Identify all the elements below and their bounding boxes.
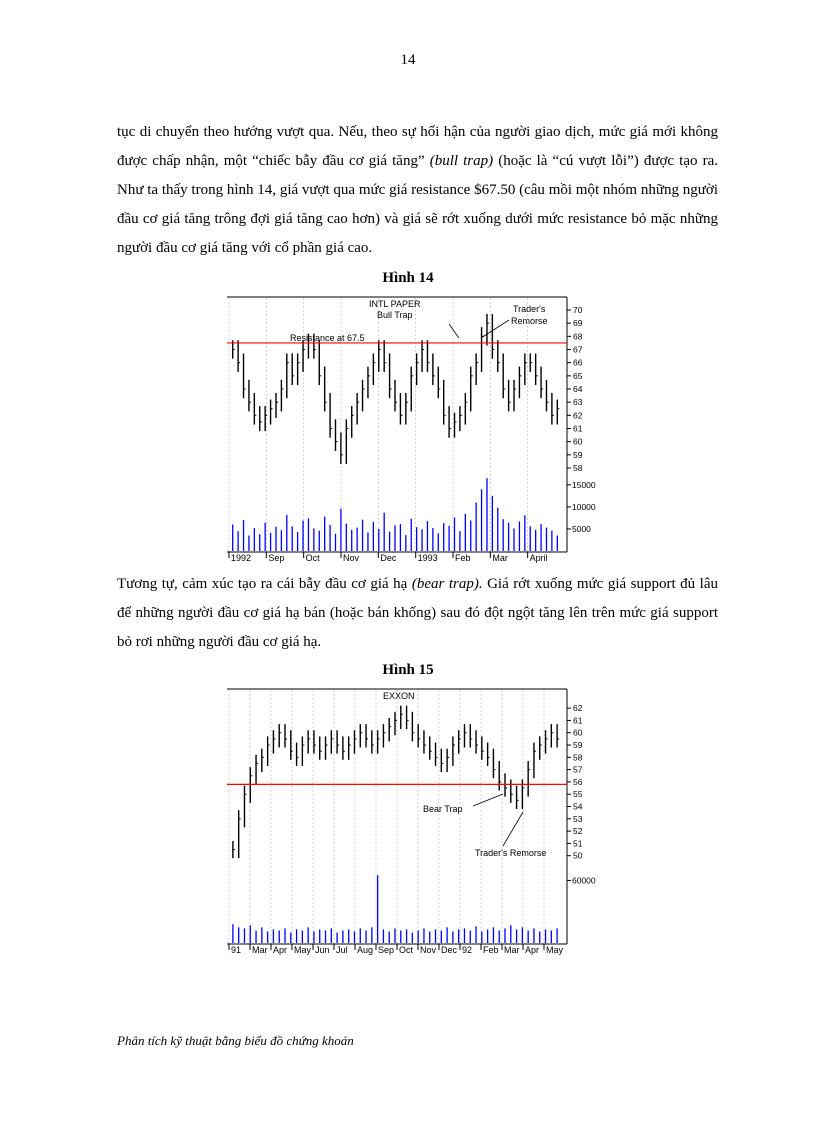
price-tick-label: 57 (573, 764, 583, 775)
price-tick-label: 50 (573, 850, 583, 861)
x-tick-label: Apr (273, 945, 288, 955)
price-tick-label: 53 (573, 813, 583, 824)
price-tick-label: 51 (573, 838, 583, 849)
bear-trap-label: Bear Trap (423, 804, 463, 814)
price-tick-label: 60 (573, 727, 583, 738)
x-tick-label: 1993 (417, 553, 438, 563)
volume-axis-ticks (567, 480, 596, 534)
paragraph-2 (117, 570, 718, 657)
x-tick-label: Mar (492, 553, 508, 563)
chart-title: EXXON (383, 691, 415, 701)
price-tick-label: 67 (573, 344, 583, 355)
price-tick-label: 59 (573, 449, 583, 460)
paragraph-1-text-b: (hoặc là “cú vượt lỗi”) được tạo ra. Như ta thấy trong hình 14, giá vượt qua mức giá resistance $67.50 (câu mồi một nhóm những người đầu cơ giá tăng trông đợi giá tăng cao hơn) và giá sẽ rớt xuống dưới mức resistance bỏ mặc những người đầu cơ giá tăng với cổ phần giá cao. (117, 153, 718, 256)
traders-remorse-label-2: Remorse (511, 316, 548, 326)
x-tick-label: Apr (525, 945, 540, 955)
bear-trap-pointer (473, 794, 503, 806)
resistance-label: Resistance at 67.5 (290, 333, 365, 343)
price-tick-label: 61 (573, 423, 583, 434)
price-tick-label: 63 (573, 397, 583, 408)
paragraph-1-emphasis: (bull trap) (429, 153, 494, 169)
price-tick-label: 62 (573, 703, 583, 714)
x-tick-label: Oct (305, 553, 320, 563)
price-tick-label: 65 (573, 370, 583, 381)
figure-14-chart (227, 296, 596, 568)
figure-15-chart (227, 688, 596, 956)
x-tick-label: Nov (420, 945, 437, 955)
time-axis-labels (229, 944, 564, 955)
price-tick-label: 54 (573, 801, 583, 812)
volume-bars (233, 875, 557, 943)
volume-tick-label: 5000 (572, 523, 591, 534)
traders-remorse-label: Trader's Remorse (475, 848, 547, 858)
x-tick-label: May (294, 945, 312, 955)
traders-remorse-label-1: Trader's (513, 304, 546, 314)
price-axis-ticks (567, 305, 583, 473)
x-tick-label: 91 (231, 945, 242, 955)
price-tick-label: 52 (573, 826, 583, 837)
x-tick-label: Oct (399, 945, 414, 955)
x-tick-label: Feb (483, 945, 499, 955)
price-tick-label: 55 (573, 789, 583, 800)
volume-tick-label: 15000 (572, 479, 596, 490)
volume-tick-label: 60000 (572, 875, 596, 886)
volume-axis-ticks (567, 875, 596, 885)
x-tick-label: Mar (504, 945, 520, 955)
page-footer: Phân tích kỹ thuật bằng biểu đồ chứng khoán (117, 1033, 354, 1048)
time-axis-labels (229, 552, 548, 563)
price-bars (233, 706, 559, 858)
bull-trap-label: Bull Trap (377, 310, 413, 320)
x-tick-label: Feb (455, 553, 471, 563)
price-bars (233, 314, 560, 464)
price-tick-label: 58 (573, 463, 583, 473)
x-tick-label: April (529, 553, 548, 563)
chart-title: INTL PAPER (369, 299, 421, 309)
paragraph-2-text-b: Giá rớt xuống mức giá support đủ lâu để những người đầu cơ giá hạ bán (hoặc bán khống) sau đó đột ngột tăng lên trên mức giá support bỏ rơi những người đầu cơ giá hạ. (117, 576, 718, 650)
paragraph-1-text-a: tục di chuyển theo hướng vượt qua. Nếu, theo sự hối hận của người giao dịch, mức giá mới không được chấp nhận, một “chiếc bẫy đầu cơ giá tăng” (117, 124, 718, 169)
x-tick-label: Dec (380, 553, 397, 563)
price-tick-label: 66 (573, 357, 583, 368)
price-tick-label: 70 (573, 305, 583, 315)
price-tick-label: 61 (573, 715, 583, 726)
price-tick-label: 64 (573, 384, 583, 394)
x-tick-label: Sep (268, 553, 285, 563)
x-tick-label: Nov (343, 553, 360, 563)
x-tick-label: Jul (336, 945, 348, 955)
price-tick-label: 59 (573, 740, 583, 751)
volume-bars (233, 478, 558, 551)
price-axis-ticks (567, 703, 583, 861)
paragraph-1 (117, 118, 718, 263)
x-tick-label: Dec (441, 945, 458, 955)
figure-14-caption: Hình 14 (382, 270, 434, 286)
x-tick-label: 1992 (231, 553, 252, 563)
traders-remorse-pointer (481, 320, 509, 338)
price-tick-label: 68 (573, 331, 583, 342)
page-number: 14 (400, 52, 416, 68)
vertical-gridlines (229, 690, 547, 944)
x-tick-label: Jun (315, 945, 330, 955)
paragraph-2-emphasis: (bear trap). (411, 576, 483, 592)
volume-tick-label: 10000 (572, 501, 596, 512)
x-tick-label: May (546, 945, 564, 955)
paragraph-2-text-a: Tương tự, cảm xúc tạo ra cái bẫy đầu cơ giá hạ (117, 576, 412, 592)
price-tick-label: 60 (573, 436, 583, 447)
bull-trap-pointer (449, 324, 459, 338)
price-tick-label: 69 (573, 318, 583, 329)
x-tick-label: 92 (462, 945, 473, 955)
traders-remorse-pointer (503, 812, 523, 846)
x-tick-label: Sep (378, 945, 395, 955)
x-tick-label: Aug (357, 945, 374, 955)
price-tick-label: 62 (573, 410, 583, 421)
price-tick-label: 56 (573, 776, 583, 787)
figure-15-caption: Hình 15 (382, 662, 434, 678)
x-tick-label: Mar (252, 945, 268, 955)
price-tick-label: 58 (573, 752, 583, 763)
